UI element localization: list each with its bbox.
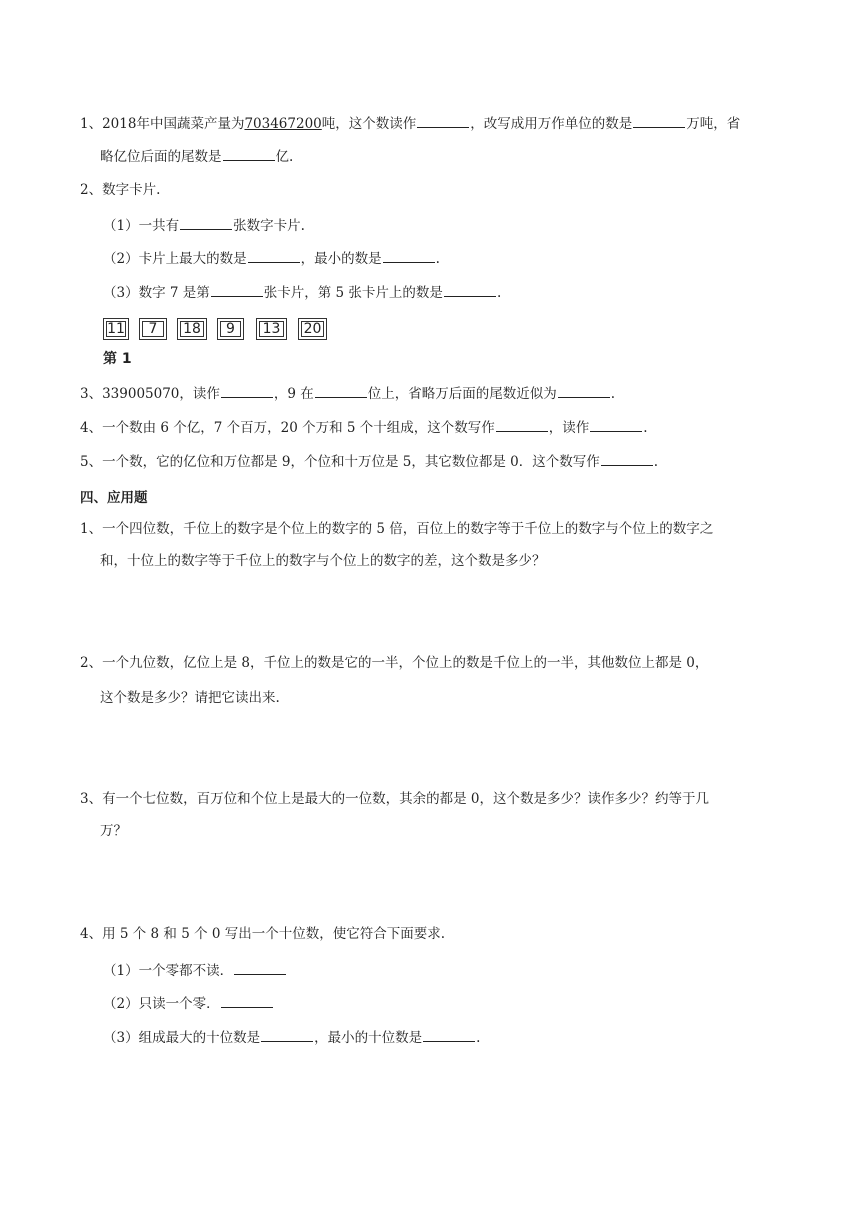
number-card: 7 xyxy=(139,318,167,340)
question-2-sub-1: （1）一共有 张数字卡片. xyxy=(103,215,305,235)
number-card: 11 xyxy=(103,318,129,340)
question-3: 3、339005070，读作 ，9 在 位上，省略万后面的尾数近似为 . xyxy=(80,383,615,403)
answer-blank[interactable] xyxy=(221,993,273,1008)
answer-blank[interactable] xyxy=(423,1027,475,1042)
answer-blank[interactable] xyxy=(221,383,273,398)
answer-blank[interactable] xyxy=(601,451,653,466)
question-5: 5、一个数，它的亿位和万位都是 9，个位和十万位是 5，其它数位都是 0．这个数写作 . xyxy=(80,451,658,471)
answer-blank[interactable] xyxy=(211,282,263,297)
underlined-number: 703467200 xyxy=(244,116,322,132)
app-question-2-line-2: 这个数是多少？请把它读出来. xyxy=(100,690,280,706)
answer-blank[interactable] xyxy=(248,248,300,263)
app-question-1-line-1: 1、一个四位数，千位上的数字是个位上的数字的 5 倍，百位上的数字等于千位上的数字与个位上的数字之 xyxy=(80,521,714,537)
answer-blank[interactable] xyxy=(496,417,548,432)
question-2-sub-3: （3）数字 7 是第 张卡片，第 5 张卡片上的数是 . xyxy=(103,282,501,302)
app-question-1-line-2: 和，十位上的数字等于千位上的数字与个位上的数字的差，这个数是多少？ xyxy=(100,553,546,569)
question-4: 4、一个数由 6 个亿，7 个百万，20 个万和 5 个十组成，这个数写作 ，读作 . xyxy=(80,417,648,437)
answer-blank[interactable] xyxy=(444,282,496,297)
number-card: 13 xyxy=(256,318,287,340)
question-1-line-2: 略亿位后面的尾数是 亿. xyxy=(100,146,293,166)
app-question-3-line-1: 3、有一个七位数，百万位和个位上是最大的一位数，其余的都是 0，这个数是多少？读作多少？约等于几 xyxy=(80,791,709,807)
answer-blank[interactable] xyxy=(261,1027,313,1042)
answer-blank[interactable] xyxy=(417,113,469,128)
question-2-title: 2、数字卡片. xyxy=(80,182,161,198)
answer-blank[interactable] xyxy=(234,960,286,975)
question-1-line-1: 1、2018年中国蔬菜产量为703467200吨，这个数读作 ，改写成用万作单位的数是 万吨，省 xyxy=(80,113,740,133)
app-question-4-title: 4、用 5 个 8 和 5 个 0 写出一个十位数，使它符合下面要求. xyxy=(80,926,446,942)
section-heading: 四、应用题 xyxy=(80,490,148,506)
answer-blank[interactable] xyxy=(558,383,610,398)
answer-blank[interactable] xyxy=(590,417,642,432)
app-question-4-sub-2: （2）只读一个零． xyxy=(103,993,274,1013)
number-card: 20 xyxy=(298,318,327,340)
figure-label: 第 1 xyxy=(103,351,132,367)
answer-blank[interactable] xyxy=(383,248,435,263)
number-card: 9 xyxy=(217,318,244,340)
answer-blank[interactable] xyxy=(633,113,685,128)
app-question-4-sub-3: （3）组成最大的十位数是 ，最小的十位数是 . xyxy=(103,1027,480,1047)
app-question-4-sub-1: （1）一个零都不读． xyxy=(103,960,287,980)
app-question-2-line-1: 2、一个九位数，亿位上是 8，千位上的数是它的一半，个位上的数是千位上的一半，其他数位上都是 0， xyxy=(80,655,709,671)
answer-blank[interactable] xyxy=(315,383,367,398)
question-2-sub-2: （2）卡片上最大的数是 ，最小的数是 . xyxy=(103,248,440,268)
answer-blank[interactable] xyxy=(180,215,232,230)
number-card: 18 xyxy=(177,318,207,340)
answer-blank[interactable] xyxy=(223,146,275,161)
app-question-3-line-2: 万？ xyxy=(100,823,127,839)
